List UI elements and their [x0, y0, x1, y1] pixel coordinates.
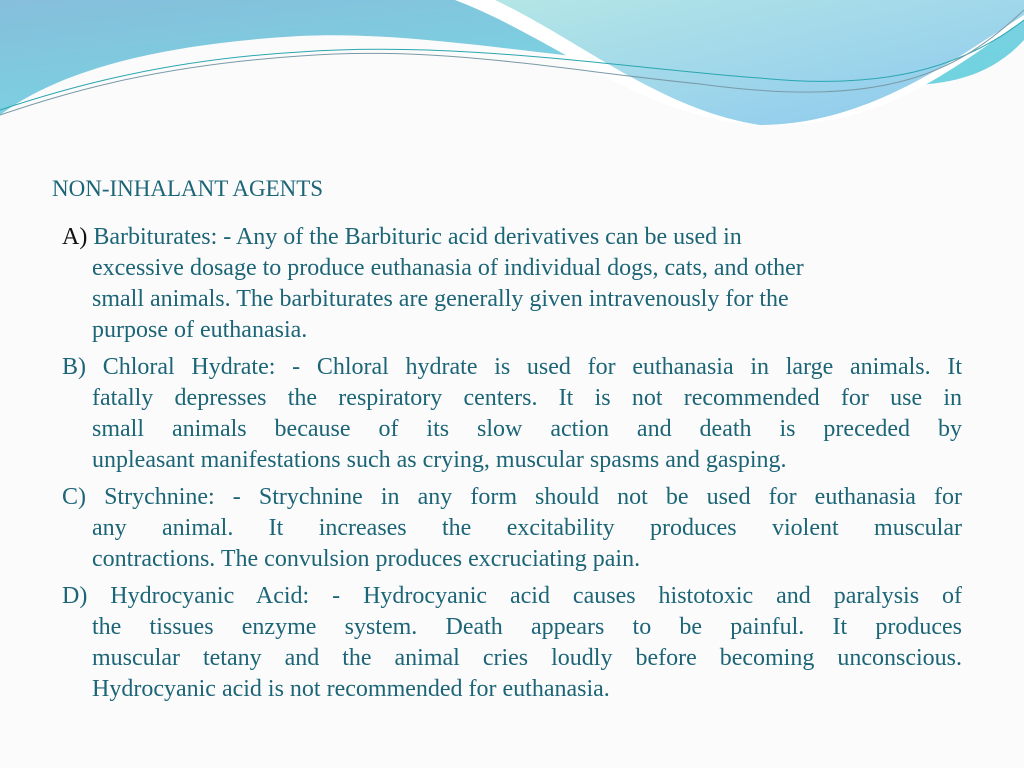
- item-label: A): [62, 224, 88, 250]
- item-text: any animal. It increases the excitability produces violent muscular: [92, 515, 962, 541]
- item-label: B): [62, 354, 86, 380]
- item-text: Barbiturates: - Any of the Barbituric acid derivatives can be used in: [93, 224, 742, 250]
- item-text: fatally depresses the respiratory centers. It is not recommended for use in: [92, 385, 962, 411]
- item-text: small animals. The barbiturates are generally given intravenously for the: [92, 286, 789, 312]
- list-item: [62, 482, 962, 575]
- text-line: [62, 222, 962, 253]
- text-line: [62, 643, 962, 674]
- text-line: [62, 513, 962, 544]
- list-item: [62, 581, 962, 705]
- text-line: [62, 315, 962, 346]
- item-text: unpleasant manifestations such as crying, muscular spasms and gasping.: [92, 447, 787, 473]
- text-line: [62, 253, 962, 284]
- item-text: Strychnine: - Strychnine in any form should not be used for euthanasia for: [104, 484, 963, 510]
- slide-title: NON-INHALANT AGENTS: [52, 176, 324, 201]
- text-line: [62, 414, 962, 445]
- item-text: purpose of euthanasia.: [92, 317, 308, 343]
- text-line: [62, 482, 962, 513]
- text-line: [62, 674, 962, 705]
- item-label: C): [62, 484, 86, 510]
- text-line: [62, 445, 962, 476]
- item-text: contractions. The convulsion produces excruciating pain.: [92, 546, 641, 572]
- list-item: [62, 352, 962, 476]
- text-line: [62, 284, 962, 315]
- item-text: excessive dosage to produce euthanasia of individual dogs, cats, and other: [92, 255, 804, 281]
- text-line: [62, 383, 962, 414]
- item-text: Chloral Hydrate: - Chloral hydrate is used for euthanasia in large animals. It: [102, 354, 962, 380]
- text-line: [62, 612, 962, 643]
- item-text: small animals because of its slow action and death is preceded by: [92, 416, 962, 442]
- list-item: [62, 222, 962, 346]
- text-line: [62, 352, 962, 383]
- item-text: Hydrocyanic Acid: - Hydrocyanic acid causes histotoxic and paralysis of: [110, 583, 963, 609]
- item-text: Hydrocyanic acid is not recommended for euthanasia.: [92, 676, 610, 702]
- slide-body: [62, 222, 962, 711]
- text-line: [62, 581, 962, 612]
- item-text: the tissues enzyme system. Death appears to be painful. It produces: [92, 614, 962, 640]
- item-label: D): [62, 583, 88, 609]
- text-line: [62, 544, 962, 575]
- header-wave-decoration: [0, 0, 1024, 130]
- item-text: muscular tetany and the animal cries loudly before becoming unconscious.: [92, 645, 962, 671]
